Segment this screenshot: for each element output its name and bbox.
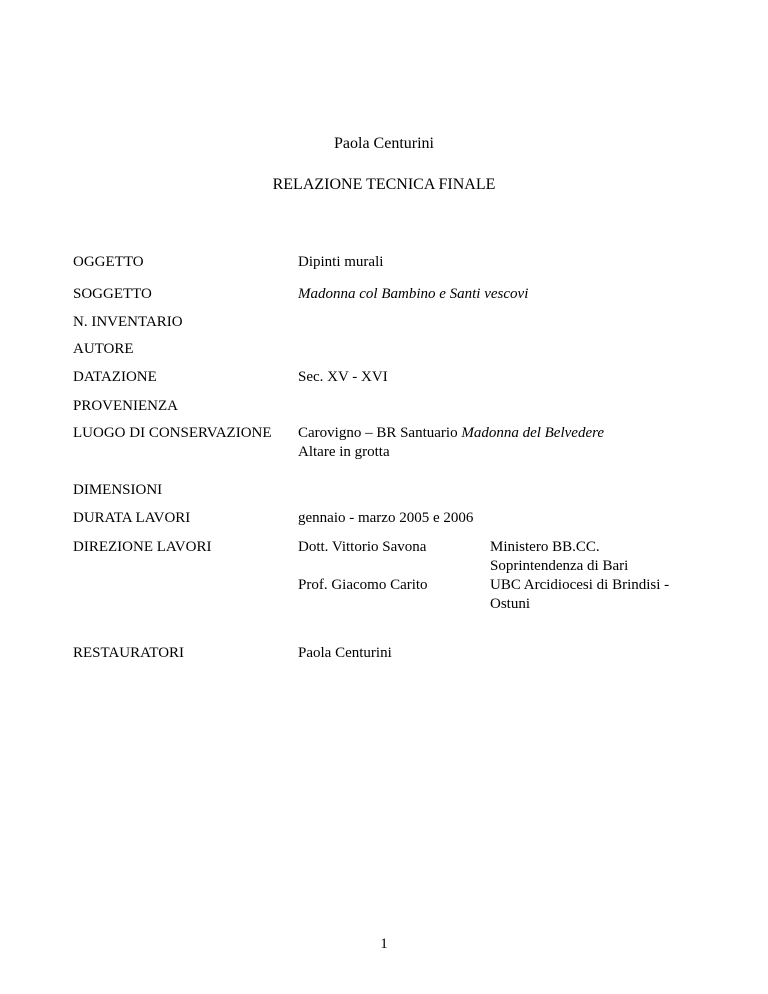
field-value: Dipinti murali (298, 254, 384, 270)
field-value: Madonna col Bambino e Santi vescovi (298, 286, 529, 302)
field-label: OGGETTO (73, 254, 144, 270)
field-label: DATAZIONE (73, 369, 157, 385)
field-row-restauratori (73, 644, 713, 663)
field-label: LUOGO DI CONSERVAZIONE (73, 425, 272, 441)
field-value: Sec. XV - XVI (298, 369, 388, 385)
field-row-dimensioni (73, 481, 713, 500)
field-label: DIREZIONE LAVORI (73, 539, 212, 555)
author-name: Paola Centurini (334, 135, 434, 152)
field-label: N. INVENTARIO (73, 314, 183, 330)
director-name: Prof. Giacomo Carito (298, 577, 428, 593)
luogo-place: Carovigno – BR Santuario (298, 425, 462, 441)
field-label: AUTORE (73, 341, 134, 357)
field-label: DURATA LAVORI (73, 510, 191, 526)
director-org-line2: Soprintendenza di Bari (490, 558, 629, 574)
report-title: RELAZIONE TECNICA FINALE (272, 176, 496, 193)
field-value-line2: Altare in grotta (298, 444, 390, 460)
page-number: 1 (380, 936, 388, 952)
field-row-datazione (73, 368, 713, 387)
field-row-oggetto (73, 253, 713, 272)
field-row-luogo (73, 424, 713, 462)
field-label: RESTAURATORI (73, 645, 185, 661)
director-org-line1: Ministero BB.CC. (490, 539, 600, 555)
field-value: Paola Centurini (298, 645, 392, 661)
field-row-soggetto (73, 285, 713, 304)
field-row-direzione (73, 538, 713, 634)
field-label: PROVENIENZA (73, 398, 178, 414)
field-row-inventario (73, 313, 713, 332)
field-value (298, 424, 604, 443)
field-label: SOGGETTO (73, 286, 152, 302)
field-row-provenienza (73, 397, 713, 416)
director-org-line2: Ostuni (490, 596, 531, 612)
director-name: Dott. Vittorio Savona (298, 539, 427, 555)
field-row-durata (73, 509, 713, 528)
field-value: gennaio - marzo 2005 e 2006 (298, 510, 474, 526)
field-label: DIMENSIONI (73, 482, 163, 498)
field-row-autore (73, 340, 713, 359)
director-org-line1: UBC Arcidiocesi di Brindisi - (490, 577, 670, 593)
luogo-sanctuary-name: Madonna del Belvedere (461, 425, 605, 441)
